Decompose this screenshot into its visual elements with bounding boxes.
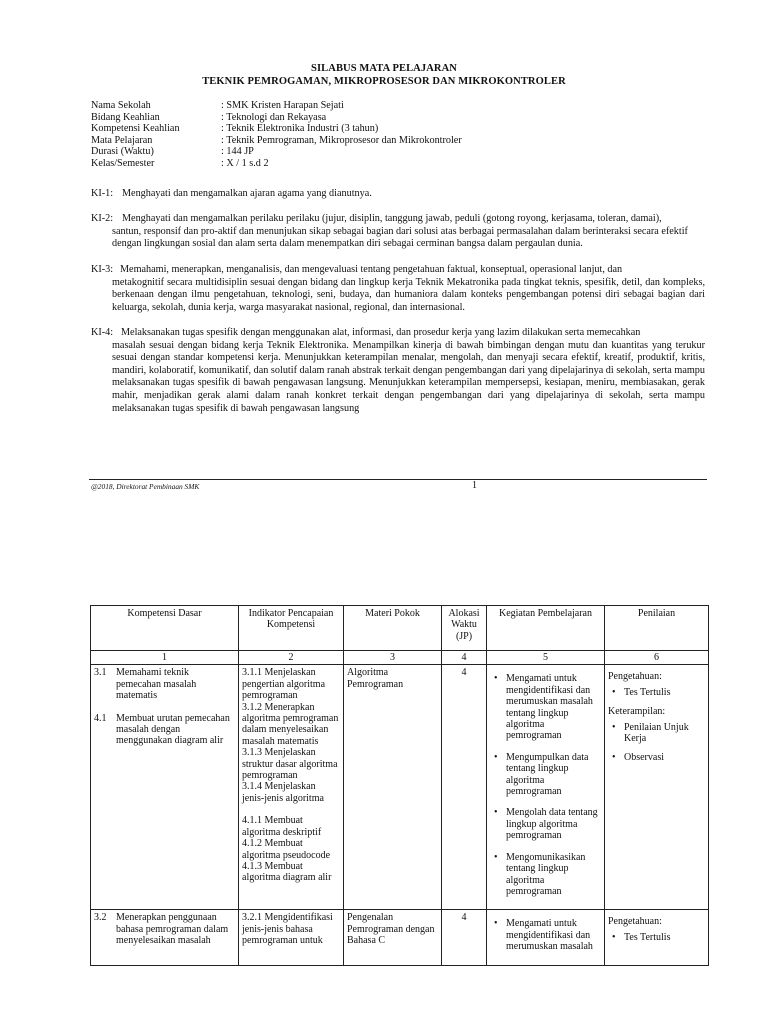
- activity-item: • Mengomunikasikan tentang lingkup algoritma pemrograman: [506, 852, 601, 898]
- ki-text-rest: masalah sesuai dengan bidang kerja Teknik Elektronika. Menampilkan kinerja di bawah bimbingan dengan mutu dan kuantitas yang terukur sesuai dengan standar kompetensi kerja. Menunjukkan keterampilan menalar, mengolah, dan menyaji secara efektif, kreatif, produktif, kritis, mandiri, kolaboratif, komunikatif, dan solutif dalam ranah abstrak terkait dengan pengembangan dari yang dipelajarinya di sekolah, serta mampu melaksanakan tugas spesifik di bawah pengawasan langsung. Menunjukkan keterampilan mempersepsi, kesiapan, meniru, membiasakan, gerak mahir, menjadikan gerak alami dalam ranah konkret terkait dengan pengembangan dari yang dipelajarinya di sekolah, serta mampu melaksanakan tugas spesifik di bawah pengawasan langsung: [112, 339, 705, 414]
- kompetensi-dasar-cell: [91, 910, 239, 965]
- kd-text: Membuat urutan pemecahan masalah dengan menggunakan diagram alir: [116, 712, 230, 747]
- table-header-row: [91, 606, 709, 651]
- kd-number: 4.1: [94, 712, 107, 724]
- identity-value: : 144 JP: [221, 146, 254, 157]
- assessment-label: Keterampilan:: [608, 706, 666, 718]
- column-number: 2: [239, 651, 344, 665]
- footer-copyright: @2018, Direktorat Pembinaan SMK: [91, 482, 200, 491]
- activity-item: • Mengolah data tentang lingkup algoritma pemrograman: [506, 807, 601, 841]
- ki-text-rest: santun, responsif dan pro-aktif dan menunjukan sikap sebagai bagian dari solusi atas berbagai permasalahan dalam berinteraksi secara efektif dengan lingkungan sosial dan alam serta dalam menempatkan diri sebagai cerminan bangsa dalam pergaulan dunia.: [112, 225, 688, 250]
- kompetensi-dasar-cell: [91, 665, 239, 910]
- identity-row: [91, 123, 462, 135]
- identity-row: [91, 100, 462, 112]
- identity-label: Durasi (Waktu): [91, 146, 154, 157]
- alokasi-waktu-cell: 4: [442, 665, 487, 910]
- document-title: SILABUS MATA PELAJARAN: [311, 63, 457, 74]
- ki-label: KI-1:: [91, 188, 114, 199]
- identity-row: [91, 146, 462, 158]
- ki-label: KI-4:: [91, 327, 114, 338]
- kd-text: Menerapkan penggunaan bahasa pemrograman dalam menyelesaikan masalah: [116, 912, 229, 947]
- header-penilaian: Penilaian: [605, 606, 709, 651]
- kd-item: [94, 713, 235, 747]
- ki-label: KI-2:: [91, 213, 114, 224]
- header-materi-pokok: Materi Pokok: [344, 606, 442, 651]
- ki-text-first: Memahami, menerapkan, menganalisis, dan mengevaluasi tentang pengetahuan faktual, konseptual, operasional lanjut, dan: [120, 264, 623, 275]
- table-number-row: [91, 651, 709, 665]
- identity-row: [91, 158, 462, 170]
- indicator-item: 4.1.1 Membuat algoritma deskriptif: [242, 815, 322, 838]
- ki-4: [91, 327, 705, 415]
- activity-item: • Mengamati untuk mengidentifikasi dan merumuskan masalah: [506, 918, 601, 952]
- header-alokasi-waktu: Alokasi Waktu (JP): [442, 606, 487, 651]
- assessment-item: • Penilaian Unjuk Kerja: [624, 722, 705, 745]
- ki-label: KI-3:: [91, 264, 114, 275]
- kegiatan-cell: [487, 665, 605, 910]
- identity-value: : Teknik Pemrograman, Mikroprosesor dan Mikrokontroler: [221, 134, 462, 146]
- ki-3: [91, 264, 705, 314]
- activity-list: [490, 673, 601, 897]
- page-number: 1: [472, 480, 477, 491]
- assessment-item: • Tes Tertulis: [624, 687, 705, 698]
- ki-text: Menghayati dan mengamalkan ajaran agama yang dianutnya.: [122, 188, 372, 199]
- table-row: [91, 910, 709, 965]
- spacer: [242, 804, 340, 815]
- assessment-list: [608, 722, 705, 764]
- school-identity: [91, 100, 462, 169]
- kd-number: 3.2: [94, 912, 107, 924]
- assessment-list: [608, 932, 705, 943]
- identity-label: Mata Pelajaran: [91, 134, 153, 146]
- materi-pokok-cell: Pengenalan Pemrograman dengan Bahasa C: [344, 910, 442, 965]
- kd-text: Memahami teknik pemecahan masalah matematis: [116, 667, 197, 702]
- assessment-item: • Tes Tertulis: [624, 932, 705, 943]
- materi-pokok-cell: Algoritma Pemrograman: [344, 665, 442, 910]
- activity-list: [490, 918, 601, 952]
- header-kegiatan: Kegiatan Pembelajaran: [487, 606, 605, 651]
- column-number: 3: [344, 651, 442, 665]
- identity-value: : Teknik Elektronika Industri (3 tahun): [221, 123, 379, 134]
- ki-2: [91, 213, 705, 251]
- penilaian-cell: [605, 665, 709, 910]
- assessment-list: [608, 687, 705, 698]
- identity-label: Nama Sekolah: [91, 100, 151, 111]
- identity-label: Bidang Keahlian: [91, 111, 160, 123]
- identity-row: [91, 112, 462, 124]
- table-row: [91, 665, 709, 910]
- identity-label: Kompetensi Keahlian: [91, 123, 180, 134]
- header-kompetensi-dasar: Kompetensi Dasar: [91, 606, 239, 651]
- kd-number: 3.1: [94, 667, 107, 679]
- assessment-label: Pengetahuan:: [608, 916, 662, 928]
- identity-label: Kelas/Semester: [91, 157, 155, 169]
- kd-item: [94, 667, 235, 701]
- assessment-item: • Observasi: [624, 752, 705, 763]
- alokasi-waktu-cell: 4: [442, 910, 487, 965]
- assessment-label: Pengetahuan:: [608, 671, 662, 683]
- identity-value: : Teknologi dan Rekayasa: [221, 111, 327, 123]
- column-number: 6: [605, 651, 709, 665]
- ki-text-first: Melaksanakan tugas spesifik dengan menggunakan alat, informasi, dan prosedur kerja yang lazim dilakukan serta memecahkan: [121, 327, 641, 338]
- column-number: 1: [91, 651, 239, 665]
- syllabus-table: [90, 605, 709, 966]
- ki-text-rest: metakognitif secara multidisiplin sesuai dengan bidang dan lingkup kerja Teknik Mekatronika pada tingkat teknis, spesifik, detil, dan kompleks, berkenaan dengan ilmu pengetahuan, teknologi, seni, budaya, dan humaniora dalam konteks pengembangan potensi diri sebagai bagian dari keluarga, sekolah, dunia kerja, warga masyarakat nasional, regional, dan internasional.: [112, 276, 705, 313]
- indicator-item: 3.1.3 Menjelaskan struktur dasar algoritma pemrograman: [242, 747, 338, 782]
- activity-item: • Mengamati untuk mengidentifikasi dan merumuskan masalah tentang lingkup algoritma pemrograman: [506, 673, 601, 741]
- header-indikator: Indikator Pencapaian Kompetensi: [239, 606, 344, 651]
- indicator-item: 3.1.2 Menerapkan algoritma pemrograman dalam menyelesaikan masalah matematis: [242, 701, 339, 747]
- indicator-item: 4.1.3 Membuat algoritma diagram alir: [242, 860, 332, 884]
- kd-item: [94, 912, 235, 946]
- ki-text-first: Menghayati dan mengamalkan perilaku perilaku (jujur, disiplin, tanggung jawab, peduli (gotong royong, kerjasama, toleran, damai),: [122, 213, 662, 224]
- indicator-item: 3.1.1 Menjelaskan pengertian algoritma pemrograman: [242, 667, 326, 702]
- indikator-cell: 3.2.1 Mengidentifikasi jenis-jenis bahasa pemrograman untuk: [239, 910, 344, 965]
- indikator-cell: [239, 665, 344, 910]
- indicator-item: 3.1.4 Menjelaskan jenis-jenis algoritma: [242, 781, 324, 804]
- penilaian-cell: [605, 910, 709, 965]
- identity-value: : X / 1 s.d 2: [221, 157, 269, 169]
- ki-1: [91, 188, 705, 201]
- identity-row: [91, 135, 462, 147]
- identity-value: : SMK Kristen Harapan Sejati: [221, 100, 344, 111]
- column-number: 4: [442, 651, 487, 665]
- kegiatan-cell: [487, 910, 605, 965]
- document-subtitle: TEKNIK PEMROGAMAN, MIKROPROSESOR DAN MIKROKONTROLER: [202, 76, 566, 87]
- activity-item: • Mengumpulkan data tentang lingkup algoritma pemrograman: [506, 752, 601, 798]
- column-number: 5: [487, 651, 605, 665]
- indicator-item: 4.1.2 Membuat algoritma pseudocode: [242, 838, 331, 861]
- footer-divider: [89, 479, 707, 480]
- page-1: [0, 0, 768, 500]
